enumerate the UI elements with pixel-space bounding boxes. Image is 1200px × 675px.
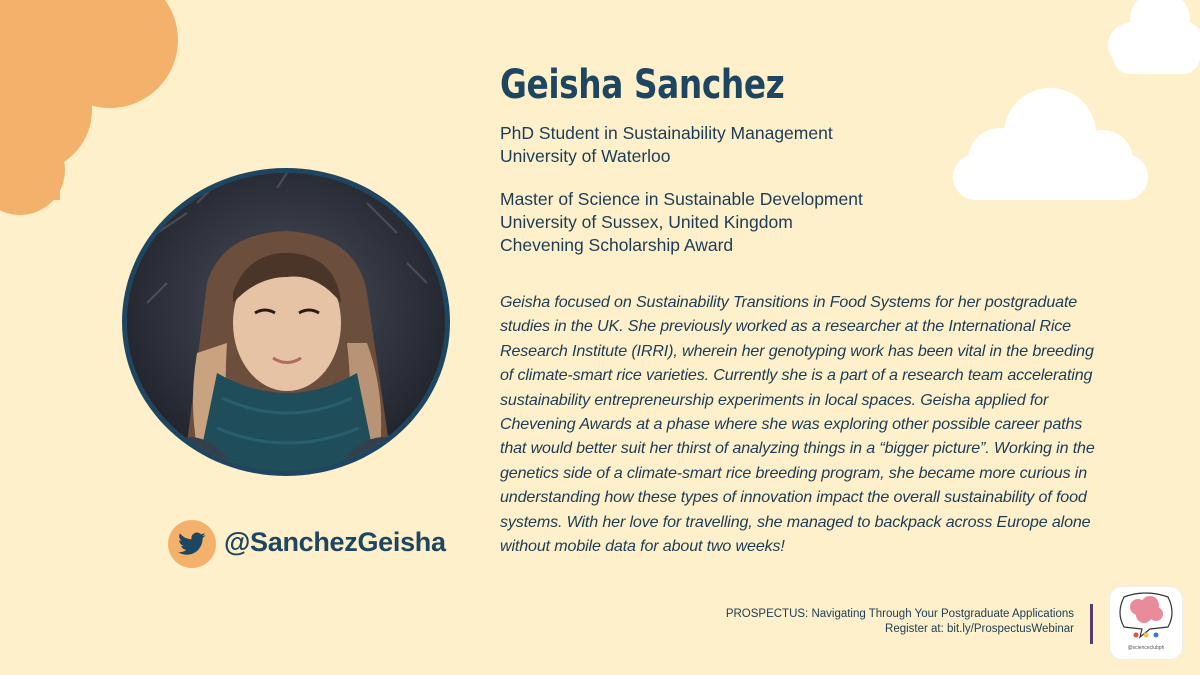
footer-divider — [1090, 604, 1093, 644]
twitter-icon — [178, 532, 206, 556]
logo-label: @scienceclubph — [1127, 645, 1165, 651]
credential-line: University of Sussex, United Kingdom — [500, 212, 793, 232]
speaker-bio: Geisha focused on Sustainability Transitions in Food Systems for her postgraduate studies in the UK. She previously worked as a researcher at the International Rice Research Institute (IRRI), wherein her genotyping work has been vital in the breeding of climate-smart rice varieties. Currently she is a part of a research team accelerating sustainability entrepreneurship experiments in local spaces. Geisha applied for Chevening Awards at a phase where she was exploring other possible career paths that would better suit her thirst of analyzing things in a “bigger picture”. Working in the genetics side of a climate-smart rice breeding program, she became more curious in understanding how these types of innovation impact the overall sustainability of food systems. With her love for travelling, she managed to backpack across Europe alone without mobile data for about two weeks! — [500, 293, 1095, 556]
twitter-badge[interactable] — [168, 520, 216, 568]
credentials — [500, 122, 863, 257]
footer-register-link[interactable]: Register at: bit.ly/ProspectusWebinar — [885, 623, 1074, 635]
white-cloud-decoration — [1105, 0, 1200, 80]
credential-line: Master of Science in Sustainable Development — [500, 189, 863, 209]
brain-speech-bubble-icon — [1110, 587, 1182, 645]
credential-line: University of Waterloo — [500, 146, 671, 166]
credential-line: Chevening Scholarship Award — [500, 235, 734, 255]
profile-photo — [122, 168, 450, 476]
orange-cloud-decoration — [0, 0, 190, 220]
science-club-logo — [1110, 587, 1182, 659]
twitter-handle[interactable]: @SanchezGeisha — [224, 527, 446, 557]
footer-text — [726, 607, 1074, 637]
footer-event-title: PROSPECTUS: Navigating Through Your Postgraduate Applications — [725, 608, 1074, 620]
speaker-name: Geisha Sanchez — [500, 62, 785, 108]
credential-line: PhD Student in Sustainability Management — [500, 123, 833, 143]
white-cloud-decoration-large — [945, 82, 1150, 204]
